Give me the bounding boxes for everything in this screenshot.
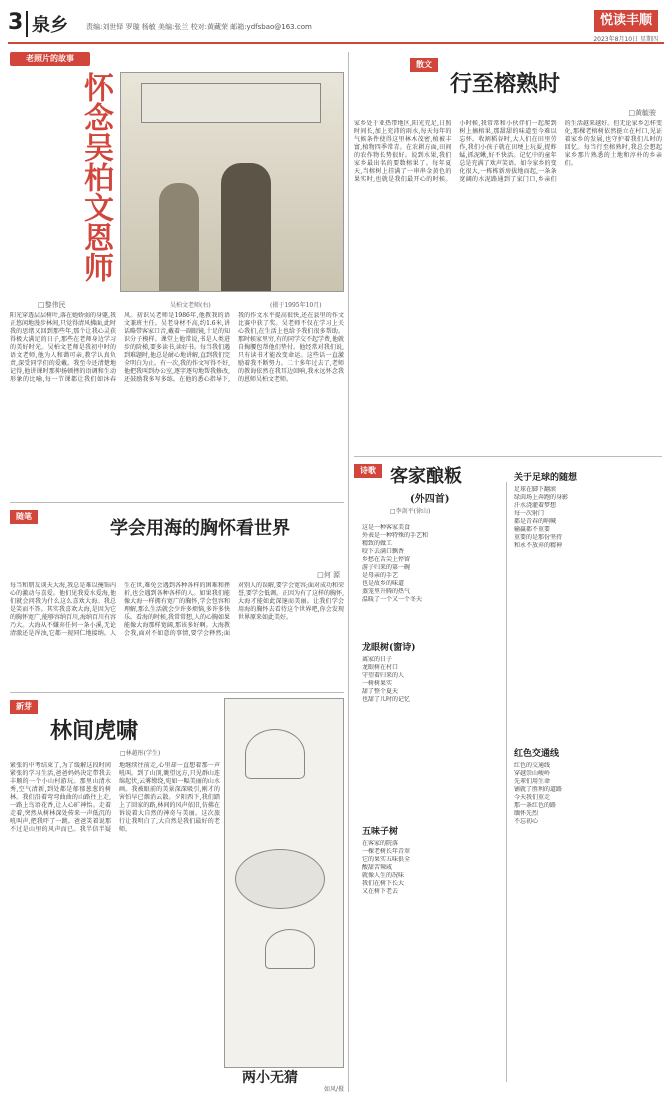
lotus-flower-icon xyxy=(265,929,315,969)
article-author: □李剑平(徐山) xyxy=(390,508,431,515)
painting-title: 两小无猜 xyxy=(242,1070,298,1086)
poem-line: 甜了整个夏天 xyxy=(362,688,399,695)
column-tag: 老照片的故事 xyxy=(10,52,90,66)
poem-5-title: 红色交通线 xyxy=(514,749,560,759)
article-title: 客家酿粄 xyxy=(390,466,462,487)
poem-line: 是母亲的手艺 xyxy=(362,572,399,579)
section-name: 泉乡 xyxy=(26,11,68,37)
column-tag: 散文 xyxy=(410,58,438,72)
gate-sign-icon xyxy=(141,83,321,123)
photo-date-caption: (摄于1995年10月) xyxy=(270,302,322,309)
person-right-icon xyxy=(221,163,271,292)
poem-1 xyxy=(362,524,502,624)
person-left-icon xyxy=(159,183,199,292)
poem-line: 守望着归来的人 xyxy=(362,672,405,679)
poem-2 xyxy=(362,656,502,716)
article-subtitle: (外四首) xyxy=(410,494,450,505)
poem-line: 缅怀先烈 xyxy=(514,810,539,817)
editor-credits: 责编:刘世铎 罗璇 杨敏 美编:张兰 校对:黄藏荣 邮箱:ydfsbao@163.com xyxy=(86,23,312,31)
lotus-leaf-icon xyxy=(235,849,325,909)
article-forest-tiger xyxy=(10,698,344,1094)
row-divider xyxy=(354,456,662,457)
article-banyan xyxy=(354,52,662,452)
poem-line: 汗水浇灌着梦想 xyxy=(514,502,557,509)
article-title: 怀念吴柏文恩师 xyxy=(78,72,113,282)
photo-caption: 吴柏文老师(右) xyxy=(170,302,211,309)
poem-line: 每一次射门 xyxy=(514,510,545,517)
poem-line: 足球在脚下翻滚 xyxy=(514,486,557,493)
poem-line: 也是故乡的味道 xyxy=(362,580,405,587)
article-poems xyxy=(354,462,662,1094)
article-body: 紧张的中考结束了,为了缓解这段时间紧张的学习生活,爸爸妈妈决定带我去丰顺的一个小山村游玩。那里山清水秀,空气清新,到处都是郁郁葱葱的树林。我们沿着弯弯曲曲的山路往上走,一路上鸟语花香,让人心旷神怡。走着走着,突然从树林深处传来一声低沉的吼叫声,把我吓了一跳。爸爸笑着说那不过是山里的风声而已。我半信半疑地继续往前走,心里却一直想着那一声吼叫。到了山顶,眺望远方,只见群山连绵起伏,云雾缭绕,宛如一幅美丽的山水画。我被眼前的美景深深吸引,刚才的害怕早已烟消云散。夕阳西下,我们踏上了回家的路,林间的风声依旧,仿佛在诉说着大自然的神奇与美丽。这次旅行让我明白了,大自然是我们最好的老师。 xyxy=(10,762,220,833)
column-tag: 随笔 xyxy=(10,510,38,524)
poem-4 xyxy=(514,486,660,566)
poem-line: 今天我们重走 xyxy=(514,794,551,801)
poem-line: 和永不放弃的精神 xyxy=(514,542,563,549)
article-title: 行至榕熟时 xyxy=(450,71,561,97)
row-divider xyxy=(10,502,344,503)
poem-line: 铺就了胜利的道路 xyxy=(514,786,563,793)
poem-4-title: 关于足球的随想 xyxy=(514,473,578,483)
article-body: 每当和朋友谈天大海,我总是难以掩饰内心的激动与喜爱。他们见我爱水爱海,他们就会问我为什么这么喜欢大海。我总是笑而不答。其实我喜欢大海,是因为它的胸怀宽广,能够容纳百川,海纳百川有容乃大。大海从不嫌弃任何一条小溪,无论清澈还是浑浊,它都一视同仁地接纳。人生在世,难免会遇到各种各样的困难和挫折,也会遇到各种各样的人。如果我们能像大海一样拥有宽广的胸怀,学会包容和理解,那么生活就会少许多烦恼,多许多快乐。看海的时候,我常常想,人的心胸如果能像大海那样宽阔,那该多好啊。大海教会我,面对不如意的事情,要学会释然;面对别人的误解,要学会宽容;面对成功和荣誉,要学会低调。正因为有了这样的胸怀,大海才能如此深邃而美丽。让我们学会用海的胸怀去看待这个世界吧,你会发现世界原来如此美好。 xyxy=(10,582,344,637)
article-author: □林越彤(学生) xyxy=(120,750,161,757)
poem-line: 穿越崇山峻岭 xyxy=(514,770,551,777)
poem-column-divider xyxy=(506,482,507,1082)
poem-3 xyxy=(362,840,502,910)
page-number: 3 xyxy=(8,10,24,35)
poem-line: 都是青春的呐喊 xyxy=(514,518,557,525)
poem-line: 乡愁在舌尖上停留 xyxy=(362,556,411,563)
poem-line: 绿茵场上奔跑的身影 xyxy=(514,494,569,501)
article-sea-mind xyxy=(10,508,344,688)
poem-line: 红色的交通线 xyxy=(514,762,551,769)
poem-line: 外表是一种特殊的手艺和 xyxy=(362,532,429,539)
poem-3-title: 五味子树 xyxy=(362,827,399,837)
poem-line: 也甜了儿时的记忆 xyxy=(362,696,411,703)
poem-line: 在客家的院落 xyxy=(362,840,399,847)
poem-line: 游子归来的第一碗 xyxy=(362,564,411,571)
page-header xyxy=(8,8,664,44)
poem-line: 输赢都不重要 xyxy=(514,526,551,533)
poem-line: 温暖了一个又一个冬天 xyxy=(362,596,423,603)
poem-line: 这是一种客家美食 xyxy=(362,524,411,531)
poem-line: 先辈们用生命 xyxy=(514,778,551,785)
article-author: □黄毓骏 xyxy=(628,109,656,117)
column-badge: 悦读丰顺 xyxy=(594,10,658,32)
poem-line: 蒸笼里升腾的热气 xyxy=(362,588,411,595)
poem-line: 精致的做工 xyxy=(362,540,393,547)
poem-line: 它的果实五味俱全 xyxy=(362,856,411,863)
poem-line: 重要的是那份坚持 xyxy=(514,534,563,541)
poem-line: 那一条红色的路 xyxy=(514,802,557,809)
row-divider xyxy=(10,692,344,693)
poem-line: 龙眼树在村口 xyxy=(362,664,399,671)
column-tag: 诗歌 xyxy=(354,464,382,478)
lotus-flower-icon xyxy=(245,729,305,779)
column-tag: 新芽 xyxy=(10,700,38,714)
poem-line: 就像人生的况味 xyxy=(362,872,405,879)
article-body: 阳光穿透层层树叶,落在她娇弱的身躯,我正悠闲地漫步林间,只觉得清风拂面,此时我的思绪又回到那些年,那个让我心灵获得极大满足的日子,那些在老师身边学习的美好时光。吴柏文老师是我初中时的语文老师,他为人和蔼可亲,教学认真负责,深受同学们的爱戴。我至今还清楚地记得,他讲课时那抑扬顿挫的语调和生动形象的比喻,每一节课都让我们如沐春风。初识吴老师是1986年,他教我的语文兼班主任。吴老身材不高,约1.6米,讲话略带客家口音,戴着一副眼镜,十足的知识分子模样。课堂上他常说,书是人类进步的阶梯,要多读书,读好书。每当我们遇到难题时,他总是耐心地讲解,直到我们完全明白为止。有一次,我的作文写得不好,他把我叫到办公室,逐字逐句地帮我修改,还鼓励我多写多练。在他的悉心指导下,我的作文水平提高很快,还在县里的作文比赛中获了奖。吴老师不仅在学习上关心我们,在生活上也给予我们很多帮助。那时候家里穷,有的同学交不起学费,他就自掏腰包帮他们垫付。他经常对我们说,只有读书才能改变命运。这些话一直激励着我不断努力。二十多年过去了,老师的教诲依然在我耳边回响,我永远怀念我的恩师吴柏文老师。 xyxy=(10,312,344,383)
column-divider xyxy=(348,52,349,1092)
article-body: 家乡处于亚热带地区,阳光充足,日照时间长,加上充沛的雨水,每天每年的气候条件使得这里林木茂密,植被丰富,植物四季常青。在农耕方面,田间的农作物长势很好。说到水果,我们家乡最出名的要数榕果了。每年夏天,当榕树上挂满了一串串金黄色的果实时,也就是我们最开心的时候。小时候,我常常和小伙伴们一起爬到树上摘榕果,那甜甜的味道至今难以忘怀。收割稻谷时,大人们在田里劳作,我们小孩子就在田埂上玩耍,捉蚱蜢,抓泥鳅,好不快活。记忆中的童年总是充满了欢声笑语。如今家乡的变化很大,一栋栋新房拔地而起,一条条宽阔的水泥路通到了家门口,乡亲们的生活越来越好。但无论家乡怎样变化,那棵老榕树依然挺立在村口,见证着家乡的发展,也守护着我们儿时的回忆。每当行至榕熟时,我总会想起家乡那片熟悉的土地和淳朴的乡亲们。 xyxy=(354,120,662,183)
poem-line: 我们在树下长大 xyxy=(362,880,405,887)
article-title: 学会用海的胸怀看世界 xyxy=(110,518,290,539)
old-photo xyxy=(120,72,344,292)
poem-line: 酸甜苦辣咸 xyxy=(362,864,393,871)
lotus-painting xyxy=(224,698,344,1068)
issue-date: 2023年8月10日 星期四 xyxy=(593,36,658,43)
article-author: □黎伟民 xyxy=(38,301,66,309)
article-author: □何 源 xyxy=(317,571,340,579)
poem-line: 离家的日子 xyxy=(362,656,393,663)
poem-line: 一树树果实 xyxy=(362,680,393,687)
poem-line: 不忘初心 xyxy=(514,818,539,825)
poem-line: 咬下去满口飘香 xyxy=(362,548,405,555)
poem-2-title: 龙眼树(窗诗) xyxy=(362,643,416,653)
poem-line: 一棵老树长年青翠 xyxy=(362,848,411,855)
article-teacher-memorial xyxy=(10,52,344,498)
poem-5 xyxy=(514,762,660,842)
painting-credit: 如风/摄 xyxy=(323,1086,344,1093)
article-title: 林间虎啸 xyxy=(50,718,139,744)
poem-line: 又在树下老去 xyxy=(362,888,399,895)
